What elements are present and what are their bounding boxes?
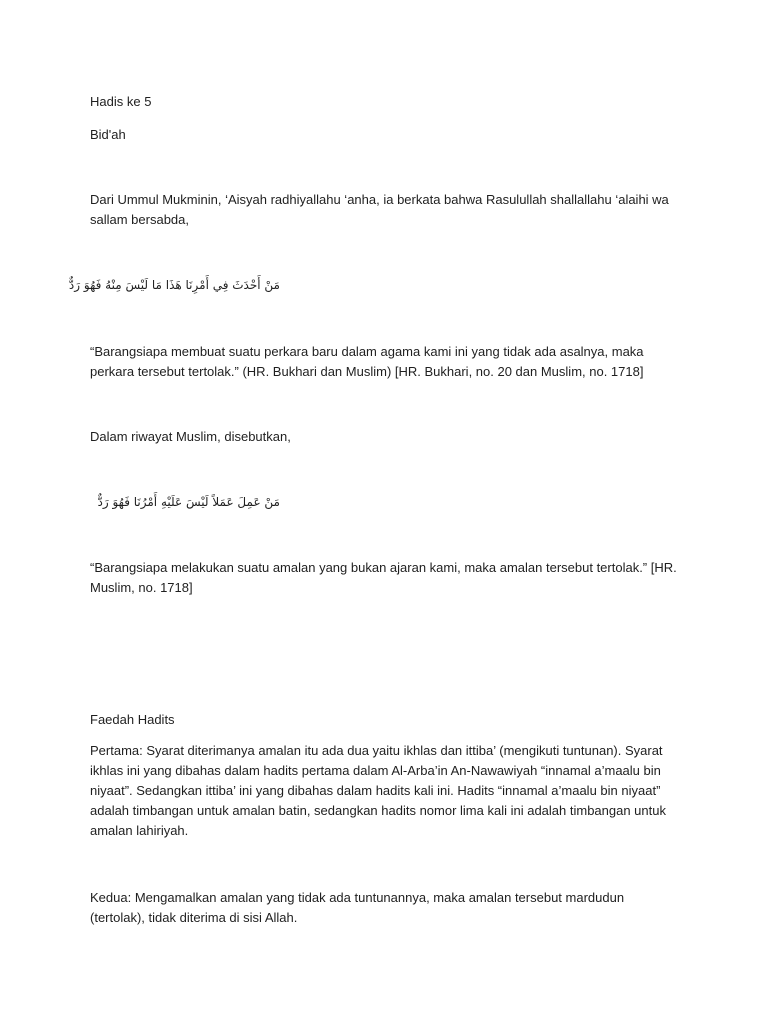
document-subheading: Bid'ah — [90, 127, 126, 142]
document-heading: Hadis ke 5 — [90, 94, 152, 109]
hadith-arabic-text: مَنْ أَحْدَثَ فِي أَمْرِنَا هَذَا مَا لَيْسَ مِنْهُ فَهُوَ رَدٌّ — [68, 278, 280, 292]
hadith-translation: “Barangsiapa membuat suatu perkara baru dalam agama kami ini yang tidak ada asalnya, maka perkara tersebut tertolak.” (HR. Bukhari dan Muslim) [HR. Bukhari, no. 20 dan Muslim, no. 1718] — [90, 344, 644, 379]
intro-paragraph: Dari Ummul Mukminin, ‘Aisyah radhiyallahu ‘anha, ia berkata bahwa Rasulullah shallallahu ‘alaihi wa sallam bersabda, — [90, 192, 669, 227]
riwayat-arabic-text: مَنْ عَمِلَ عَمَلاً لَيْسَ عَلَيْهِ أَمْرُنَا فَهُوَ رَدٌّ — [97, 495, 280, 509]
riwayat-intro: Dalam riwayat Muslim, disebutkan, — [90, 429, 291, 444]
faedah-heading: Faedah Hadits — [90, 712, 175, 727]
riwayat-translation: “Barangsiapa melakukan suatu amalan yang bukan ajaran kami, maka amalan tersebut tertolak.” [HR. Muslim, no. 1718] — [90, 560, 677, 595]
faedah-point-kedua: Kedua: Mengamalkan amalan yang tidak ada tuntunannya, maka amalan tersebut mardudun (tertolak), tidak diterima di sisi Allah. — [90, 890, 625, 925]
faedah-point-pertama: Pertama: Syarat diterimanya amalan itu ada dua yaitu ikhlas dan ittiba’ (mengikuti tuntunan). Syarat ikhlas ini yang dibahas dalam hadits pertama dalam Al-Arba’in An-Nawawiyah “innamal a’maalu bin niyaat”. Sedangkan ittiba’ ini yang dibahas dalam hadits kali ini. Hadits “innamal a’maalu bin niyaat” adalah timbangan untuk amalan batin, sedangkan hadits nomor lima kali ini adalah timbangan untuk amalan lahiriyah. — [90, 743, 666, 838]
